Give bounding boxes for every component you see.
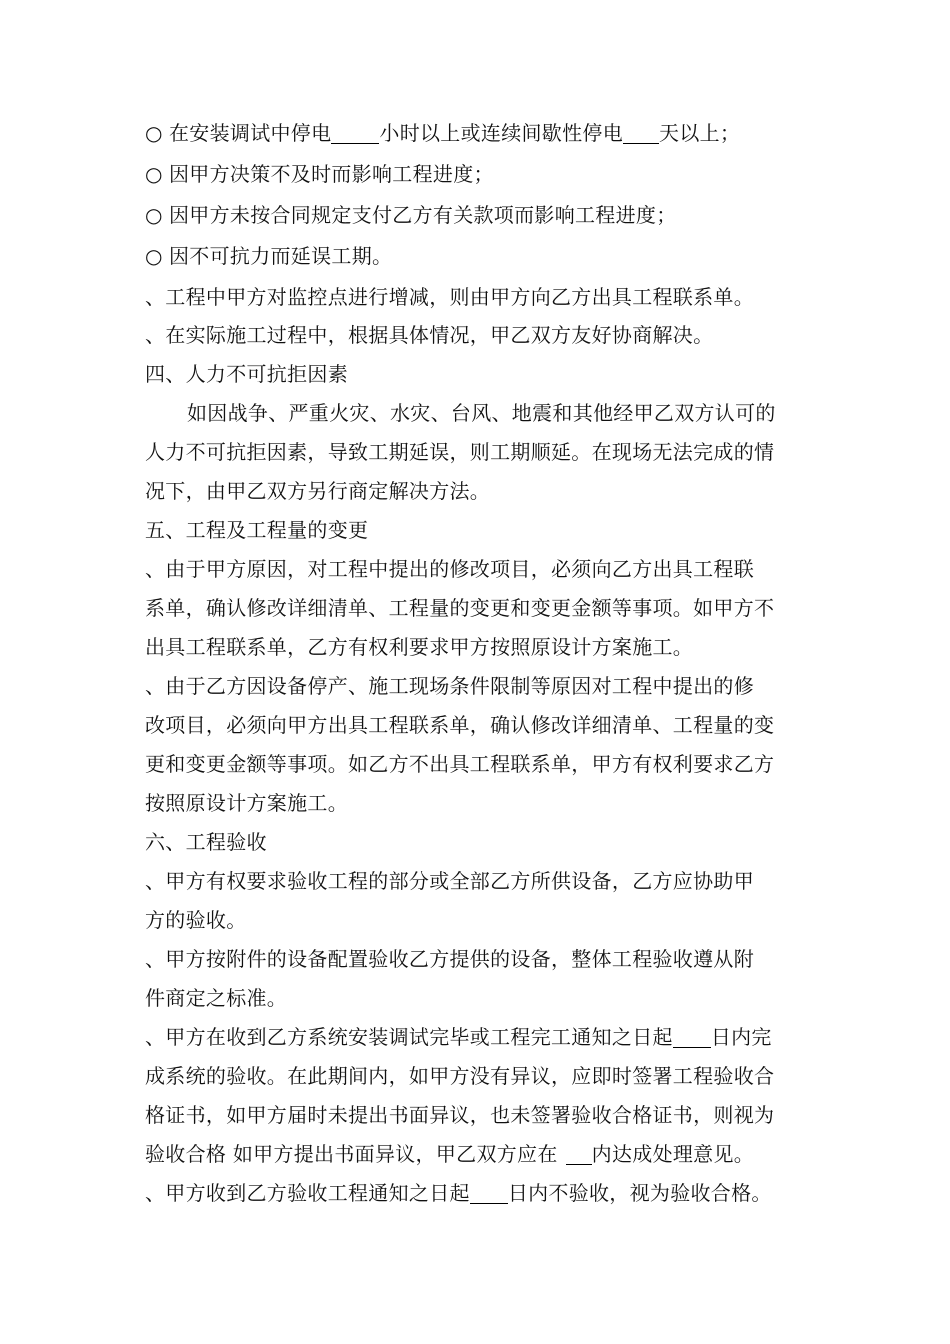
fill-blank-days[interactable] [470,1185,508,1204]
section-heading: 五、工程及工程量的变更 [145,518,369,542]
bullet-line-power-outage [145,121,845,145]
text: 在安装调试中停电 [169,121,332,145]
bullet-line-force-majeure [145,244,845,268]
paragraph-line: 、由于甲方原因，对工程中提出的修改项目，必须向乙方出具工程联 [145,557,754,581]
section-heading: 四、人力不可抗拒因素 [145,362,348,386]
paragraph-line: 格证书，如甲方届时未提出书面异议，也未签署验收合格证书，则视为 [145,1103,775,1127]
paragraph-line: 人力不可抗拒因素，导致工期延误，则工期顺延。在现场无法完成的情 [145,440,775,464]
text: 因不可抗力而延误工期。 [169,244,393,268]
text: 小时以上或连续间歇性停电 [379,121,624,145]
paragraph-line: 如因战争、严重火灾、水灾、台风、地震和其他经甲乙双方认可的 [187,401,776,425]
paragraph-line: 件商定之标准。 [145,986,288,1010]
text: 日内不验收，视为验收合格。 [507,1181,772,1205]
fill-blank-hours[interactable] [331,125,379,144]
paragraph-line: 改项目，必须向甲方出具工程联系单，确认修改详细清单、工程量的变 [145,713,775,737]
fill-blank-period[interactable] [566,1146,592,1165]
paragraph-line: 、甲方按附件的设备配置验收乙方提供的设备，整体工程验收遵从附 [145,947,754,971]
paragraph-line [145,1142,845,1166]
text: 、甲方收到乙方验收工程通知之日起 [145,1181,470,1205]
bullet-line-decision [145,162,845,186]
text: 因甲方决策不及时而影响工程进度； [169,162,494,186]
text: 天以上； [659,121,741,145]
paragraph-line: 、由于乙方因设备停产、施工现场条件限制等原因对工程中提出的修 [145,674,754,698]
fill-blank-days[interactable] [673,1029,711,1048]
text: 内达成处理意见。 [591,1142,755,1166]
bullet-line-payment [145,203,845,227]
text: 验收合格 如甲方提出书面异议，甲乙双方应在 [145,1142,558,1166]
text: 因甲方未按合同规定支付乙方有关款项而影响工程进度； [169,203,677,227]
paragraph-line: 、甲方有权要求验收工程的部分或全部乙方所供设备，乙方应协助甲 [145,869,754,893]
bullet-icon: ○ [145,244,163,268]
text: 、甲方在收到乙方系统安装调试完毕或工程完工通知之日起 [145,1025,673,1049]
paragraph-line [145,1181,845,1205]
section-heading: 六、工程验收 [145,830,267,854]
item-line: 、在实际施工过程中，根据具体情况，甲乙双方友好协商解决。 [145,323,714,347]
paragraph-line: 成系统的验收。在此期间内，如甲方没有异议，应即时签署工程验收合 [145,1064,775,1088]
text: 日内完 [710,1025,772,1049]
paragraph-line: 出具工程联系单，乙方有权利要求甲方按照原设计方案施工。 [145,635,694,659]
fill-blank-days[interactable] [623,125,659,144]
bullet-icon: ○ [145,121,163,145]
bullet-icon: ○ [145,162,163,186]
paragraph-line: 更和变更金额等事项。如乙方不出具工程联系单，甲方有权利要求乙方 [145,752,775,776]
paragraph-line [145,1025,845,1049]
paragraph-line: 按照原设计方案施工。 [145,791,348,815]
paragraph-line: 系单，确认修改详细清单、工程量的变更和变更金额等事项。如甲方不 [145,596,775,620]
item-line: 、工程中甲方对监控点进行增减，则由甲方向乙方出具工程联系单。 [145,285,754,309]
paragraph-line: 况下，由甲乙双方另行商定解决方法。 [145,479,491,503]
paragraph-line: 方的验收。 [145,908,247,932]
bullet-icon: ○ [145,203,163,227]
